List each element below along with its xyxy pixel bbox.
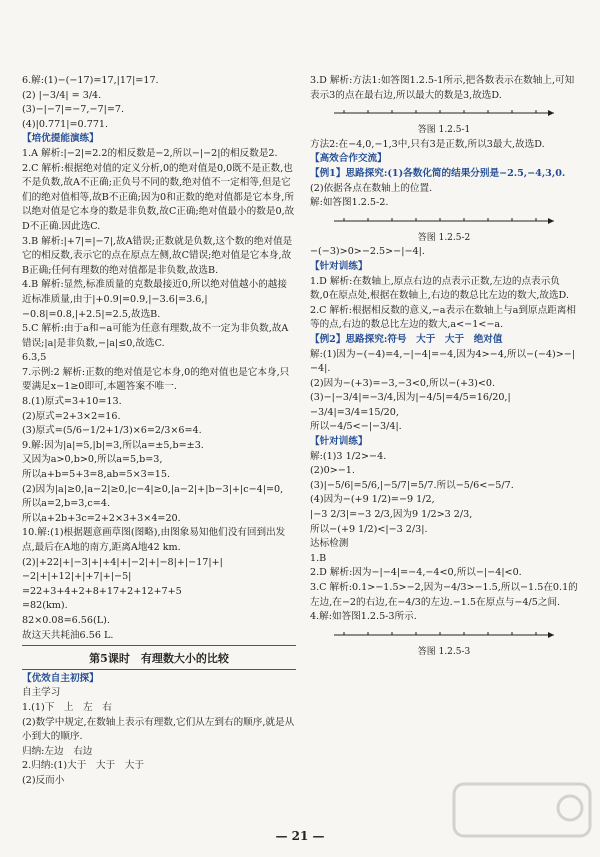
right-line: (3)|−5/6|=5/6,|−5/7|=5/7.所以−5/6<−5/7. [310, 479, 514, 491]
left-line: (3)原式=(5/6−1/2+1/3)×6=2/3×6=4. [22, 425, 202, 437]
left-line: 5.C 解析:由于a和−a可能为任意有理数,故不一定为非负数,故A错误;|a|是非负数,−|a|≤0,故选C. [22, 323, 289, 349]
page-number: — 21 — [275, 829, 325, 843]
left-line: (3)−|−7|=−7,−7|=7. [22, 104, 125, 116]
right-line: (4)因为−(+9 1/2)=−9 1/2, [310, 494, 435, 506]
right-line: 2.C 解析:根据相反数的意义,−a表示在数轴上与a到原点距离相等的点,右边的数总比左边的数大,a<−1<−a. [310, 304, 576, 331]
right-line: 2.D 解析:因为−|−4|=−4,−4<0,所以−|−4|<0. [310, 567, 522, 579]
right-line: 方法2:在−4,0,−1,3中,只有3是正数,所以3最大,故选D. [310, 138, 545, 150]
left-line: =22+3+4+2+8+17+2+12+7+5 [22, 585, 182, 597]
left-line: =82(km). [22, 600, 68, 612]
left_bottom-line: (2)数学中规定,在数轴上表示有理数,它们从左到右的顺序,就是从小到大的顺序. [22, 716, 295, 743]
number-line-figure [324, 625, 564, 645]
right-line: 【高效合作交流】 [310, 153, 387, 165]
left-line: 2.C 解析:根据绝对值的定义分析,0的绝对值是0,0既不是正数,也不是负数,故A不正确;正负号不同的数,绝对值不一定相等,但是它们的绝对值相等,故B不正确;因为0和正数的绝对值都是它本身,所以绝对值是它本身的数是非负数,故C正确;绝对值最小的数是0,故D不正确.因此选C. [22, 162, 295, 232]
number-line-figure [324, 211, 564, 231]
left-line: (2)因为|a|≥0,|a−2|≥0,|c−4|≥0,|a−2|+|b−3|+|c−4|=0, [22, 483, 284, 495]
left_bottom-line: 【优效自主初探】 [22, 672, 99, 684]
left-line: (2)|+22|+|−3|+|+4|+|−2|+|−8|+|−17|+|−2|+|+12|+|+7|+|−5| [22, 556, 223, 583]
right-line: 答图 1.2.5-2 [417, 232, 471, 243]
right-line: 答图 1.2.5-1 [417, 125, 471, 136]
left-column [22, 74, 296, 789]
left_bottom-line: 归纳:左边 右边 [22, 745, 93, 757]
right-line: 【针对训练】 [310, 436, 368, 448]
left-line: 故这天共耗油6.56 L. [22, 629, 114, 641]
left-line: 9.解:因为|a|=5,|b|=3,所以a=±5,b=±3. [22, 439, 204, 451]
right-line: 解:(1)因为−(−4)=4,−|−4|=−4,因为4>−4,所以−(−4)>−|−4|. [310, 348, 576, 375]
right-line: 解:如答图1.2.5-2. [310, 197, 389, 209]
left-line: 3.B 解析:|+7|=|−7|,故A错误;正数就是负数,这个数的绝对值是它的相反数,表示它的点在原点左侧,故C错误;绝对值是它本身,故B正确;任何有理数的绝对值都是非负数,故选B. [22, 235, 293, 276]
divider [22, 669, 296, 670]
right-line: 【例2】思路探究:符号 大于 大于 绝对值 [310, 333, 503, 345]
right-line: |−3 2/3|=−3 2/3,因为9 1/2>3 2/3, [310, 509, 473, 521]
left-line: 1.A 解析:|−2|=2.2的相反数是−2,所以−|−2|的相反数是2. [22, 147, 278, 159]
left_bottom-line: 自主学习 [22, 687, 61, 699]
left-line: 10.解:(1)根据题意画草图(图略),由图象易知他们没有回到出发点,最后在A地的南方,距离A地42 km. [22, 527, 286, 553]
arrow-icon [548, 218, 554, 224]
right-line: 所以−(+9 1/2)<|−3 2/3|. [310, 523, 428, 535]
left-line: (2)原式=2+3×2=16. [22, 410, 121, 422]
left-line: 82×0.08=6.56(L). [22, 614, 110, 626]
left-line: 4.B 解析:显然,标准质量的克数最接近0,所以绝对值越小的越接近标准质量,由于|+0.9|=0.9,|−3.6|=3.6,|−0.8|=0.8,|+2.5|=2.5,故选B. [22, 279, 287, 320]
right-line: 【例1】思路探究:(1)各数化简的结果分别是−2.5,−4,3,0. [310, 167, 566, 179]
left_bottom-line: (2)反而小 [22, 774, 65, 786]
lesson-title: 第5课时 有理数大小的比较 [89, 652, 229, 666]
right-line: 1.B [310, 552, 327, 564]
divider [22, 645, 296, 646]
right-line: 解:(1)3 1/2>−4. [310, 450, 387, 462]
right-line: 1.D 解析:在数轴上,原点右边的点表示正数,左边的点表示负数,0在原点处,根据在数轴上,右边的数总比左边的数大,故选D. [310, 275, 569, 302]
right-line: 答图 1.2.5-3 [417, 646, 471, 657]
left-line: 7.示例:2 解析:正数的绝对值是它本身,0的绝对值也是它本身,只要满足x−1≥0即可,本题答案不唯一. [22, 366, 290, 393]
left-line: 【培优提能演练】 [22, 133, 99, 145]
left-line: 6.解:(1)−(−17)=17,|17|=17. [22, 75, 159, 86]
right-line: 达标检测 [310, 538, 349, 550]
arrow-icon [548, 110, 554, 116]
right-line: 所以−4/5<−|−3/4|. [310, 421, 402, 433]
right-column [310, 74, 578, 659]
left_bottom-line: 1.(1)下 上 左 右 [22, 701, 112, 713]
right-line: (3)−|−3/4|=−3/4,因为|−4/5|=4/5=16/20,|−3/4|=3/4=15/20, [310, 392, 511, 418]
watermark-logo-icon [452, 780, 592, 840]
left-line: 所以a+2b+3c=2+2×3+3×4=20. [22, 512, 181, 524]
left-line: 6.3,5 [22, 352, 47, 364]
right-line: (2)因为−(+3)=−3,−3<0,所以−(+3)<0. [310, 377, 496, 389]
left-line: 8.(1)原式=3+10=13. [22, 396, 122, 408]
right-line: 【针对训练】 [310, 260, 368, 272]
right-line: (2)0>−1. [310, 465, 355, 477]
right-line: 3.C 解析:0.1>−1.5>−2,因为−4/3>−1.5,所以−1.5在0.1的左边,在−2的右边,在−4/3的左边.−1.5在原点与−4/5之间. [310, 582, 578, 608]
arrow-icon [548, 632, 554, 638]
right-line: (2)依据各点在数轴上的位置. [310, 182, 433, 194]
left-line: (2) |−3/4| = 3/4. [22, 89, 102, 101]
right-line: 3.D 解析:方法1:如答图1.2.5-1所示,把各数表示在数轴上,可知表示3的点在最右边,所以最大的数是3,故选D. [310, 75, 575, 101]
left-line: 所以a+b=5+3=8,ab=5×3=15. [22, 469, 171, 481]
right-line: 4.解:如答图1.2.5-3所示. [310, 611, 417, 623]
right-line: −(−3)>0>−2.5>−|−4|. [310, 246, 425, 258]
left-line: 又因为a>0,b>0,所以a=5,b=3, [22, 454, 163, 466]
number-line-figure [324, 103, 564, 123]
left_bottom-line: 2.归纳:(1)大于 大于 大于 [22, 760, 144, 772]
left-line: (4)|0.771|=0.771. [22, 118, 109, 130]
left-line: 所以a=2,b=3,c=4. [22, 498, 110, 510]
